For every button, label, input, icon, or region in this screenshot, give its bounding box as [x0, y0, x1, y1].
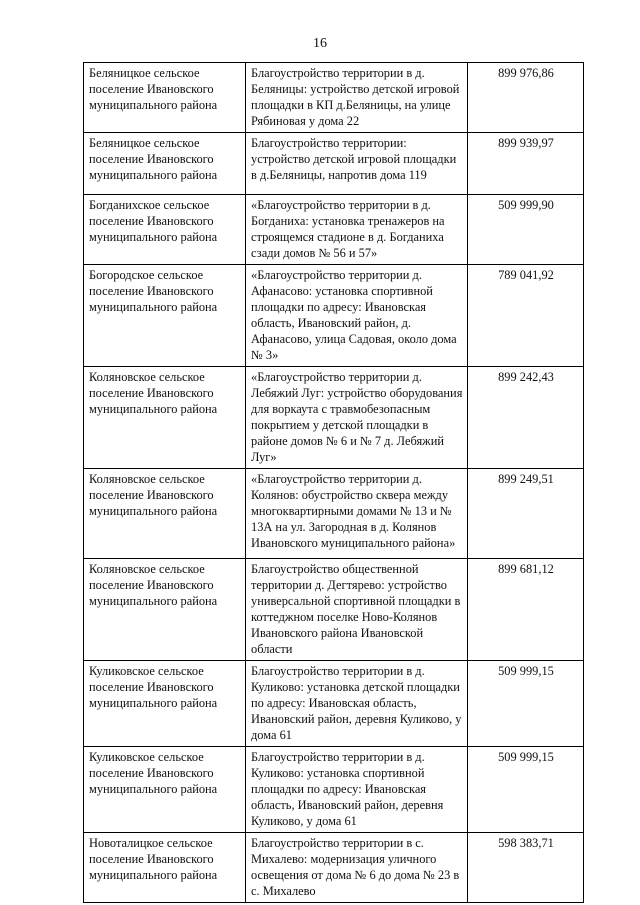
amount-cell: 899 681,12 [468, 559, 584, 661]
settlement-cell: Коляновское сельское поселение Ивановского муниципального района [84, 367, 246, 469]
settlement-cell: Богородское сельское поселение Ивановского муниципального района [84, 265, 246, 367]
project-cell: Благоустройство территории в д. Беляницы: устройство детской игровой площадки в КП д.Беляницы, на улице Рябиновая у дома 22 [246, 63, 468, 133]
settlement-cell: Беляницкое сельское поселение Ивановского муниципального района [84, 63, 246, 133]
amount-cell: 598 383,71 [468, 833, 584, 903]
settlements-table [83, 62, 584, 903]
page-number: 16 [313, 36, 327, 51]
amount-cell: 899 976,86 [468, 63, 584, 133]
settlement-cell: Коляновское сельское поселение Ивановского муниципального района [84, 469, 246, 559]
amount-cell: 899 939,97 [468, 133, 584, 195]
settlement-cell: Новоталицкое сельское поселение Ивановского муниципального района [84, 833, 246, 903]
project-cell: «Благоустройство территории д. Колянов: обустройство сквера между многоквартирными домами № 13 и № 13А на ул. Загородная в д. Колянов Ивановского муниципального района» [246, 469, 468, 559]
amount-cell: 509 999,15 [468, 747, 584, 833]
table-row [84, 661, 584, 747]
amount-cell: 899 242,43 [468, 367, 584, 469]
project-cell: «Благоустройство территории в д. Богданиха: установка тренажеров на строящемся стадионе в д. Богданиха сзади домов № 56 и 57» [246, 195, 468, 265]
table-row [84, 833, 584, 903]
settlement-cell: Куликовское сельское поселение Ивановского муниципального района [84, 661, 246, 747]
project-cell: Благоустройство территории в с. Михалево: модернизация уличного освещения от дома № 6 до дома № 23 в с. Михалево [246, 833, 468, 903]
amount-cell: 509 999,90 [468, 195, 584, 265]
table-row [84, 265, 584, 367]
project-cell: Благоустройство территории в д. Куликово: установка спортивной площадки по адресу: Ивановская область, Ивановский район, деревня Куликово, у дома 61 [246, 747, 468, 833]
table-row [84, 559, 584, 661]
project-cell: Благоустройство территории: устройство детской игровой площадки в д.Беляницы, напротив дома 119 [246, 133, 468, 195]
project-cell: «Благоустройство территории д. Лебяжий Луг: устройство оборудования для воркаута с травмобезопасным покрытием у детской площадки в районе домов № 6 и № 7 д. Лебяжий Луг» [246, 367, 468, 469]
project-cell: Благоустройство общественной территории д. Дегтярево: устройство универсальной спортивной площадки в коттеджном поселке Ново-Колянов Ивановского района Ивановской области [246, 559, 468, 661]
table-row [84, 747, 584, 833]
table-row [84, 469, 584, 559]
settlement-cell: Коляновское сельское поселение Ивановского муниципального района [84, 559, 246, 661]
amount-cell: 509 999,15 [468, 661, 584, 747]
table-row [84, 63, 584, 133]
settlement-cell: Беляницкое сельское поселение Ивановского муниципального района [84, 133, 246, 195]
project-cell: «Благоустройство территории д. Афанасово: установка спортивной площадки по адресу: Ивановская область, Ивановский район, д. Афанасово, улица Садовая, около дома № 3» [246, 265, 468, 367]
table-row [84, 367, 584, 469]
settlement-cell: Куликовское сельское поселение Ивановского муниципального района [84, 747, 246, 833]
table-row [84, 195, 584, 265]
amount-cell: 789 041,92 [468, 265, 584, 367]
settlement-cell: Богданихское сельское поселение Ивановского муниципального района [84, 195, 246, 265]
table-row [84, 133, 584, 195]
project-cell: Благоустройство территории в д. Куликово: установка детской площадки по адресу: Ивановская область, Ивановский район, деревня Куликово, у дома 61 [246, 661, 468, 747]
amount-cell: 899 249,51 [468, 469, 584, 559]
